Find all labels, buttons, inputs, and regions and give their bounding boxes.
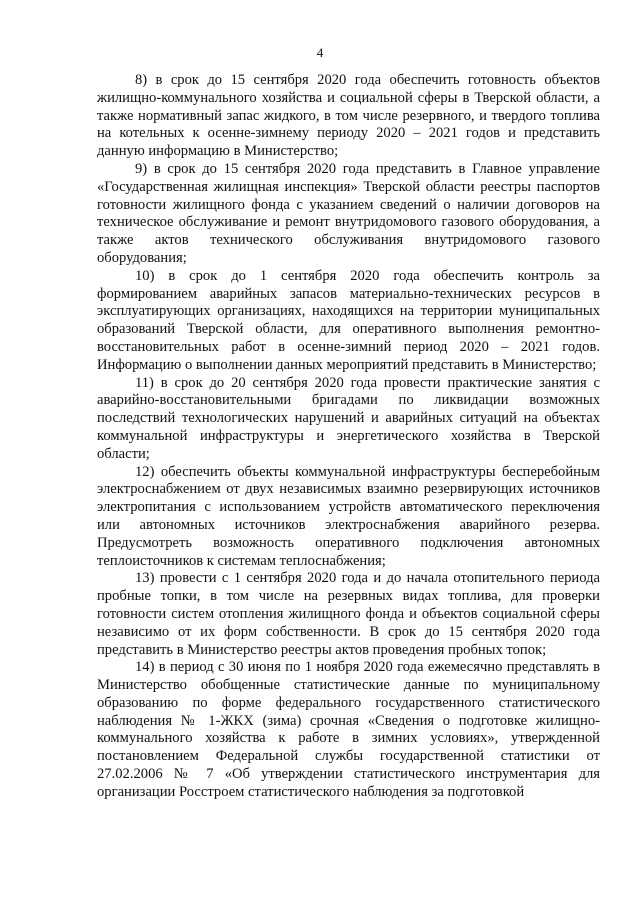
paragraph-item-8: 8) в срок до 15 сентября 2020 года обеспечить готовность объектов жилищно-коммунального хозяйства и социальной сферы в Тверской области, а также нормативный запас жидкого, в том числе резервного, и твердого топлива на котельных к осенне-зимнему периоду 2020 – 2021 годов и представить данную информацию в Министерство; <box>97 72 600 160</box>
paragraph-item-11: 11) в срок до 20 сентября 2020 года провести практические занятия с аварийно-восстановительными бригадами по ликвидации возможных последствий технологических нарушений и аварийных ситуаций на объектах коммунальной инфраструктуры и энергетического хозяйства в Тверской области; <box>97 374 600 462</box>
paragraph-item-14: 14) в период с 30 июня по 1 ноября 2020 года ежемесячно представлять в Министерство обобщенные статистические данные по муниципальному образованию по форме федерального государственного статистического наблюдения № 1-ЖКХ (зима) срочная «Сведения о подготовке жилищно-коммунального хозяйства к работе в зимних условиях», утвержденной постановлением Федеральной службы государственной статистики от 27.02.2006 № 7 «Об утверждении статистического инструментария для организации Росстроем статистического наблюдения за подготовкой <box>97 659 600 800</box>
paragraph-item-10: 10) в срок до 1 сентября 2020 года обеспечить контроль за формированием аварийных запасов материально-технических ресурсов в эксплуатирующих организациях, находящихся на территории муниципальных образований Тверской области, для оперативного выполнения ремонтно-восстановительных работ в осенне-зимний период 2020 – 2021 годов. Информацию о выполнении данных мероприятий представить в Министерство; <box>97 267 600 373</box>
page-number: 4 <box>316 45 324 60</box>
paragraph-item-9: 9) в срок до 15 сентября 2020 года представить в Главное управление «Государственная жилищная инспекция» Тверской области реестры паспортов готовности жилищного фонда с указанием сведений о наличии договоров на техническое обслуживание и ремонт внутридомового газового оборудования, а также актов технического обслуживания внутридомового газового оборудования; <box>97 160 600 266</box>
document-body <box>97 72 600 802</box>
paragraph-item-12: 12) обеспечить объекты коммунальной инфраструктуры бесперебойным электроснабжением от двух независимых взаимно резервирующих источников электропитания с использованием устройств автоматического переключения или автономных источников электроснабжения аварийного резерва. Предусмотреть возможность оперативного подключения автономных теплоисточников к системам теплоснабжения; <box>97 463 600 569</box>
paragraph-item-13: 13) провести с 1 сентября 2020 года и до начала отопительного периода пробные топки, в том числе на резервных видах топлива, для проверки готовности систем отопления жилищного фонда и объектов социальной сферы независимо от их форм собственности. В срок до 15 сентября 2020 года представить в Министерство реестры актов проведения пробных топок; <box>97 570 600 658</box>
